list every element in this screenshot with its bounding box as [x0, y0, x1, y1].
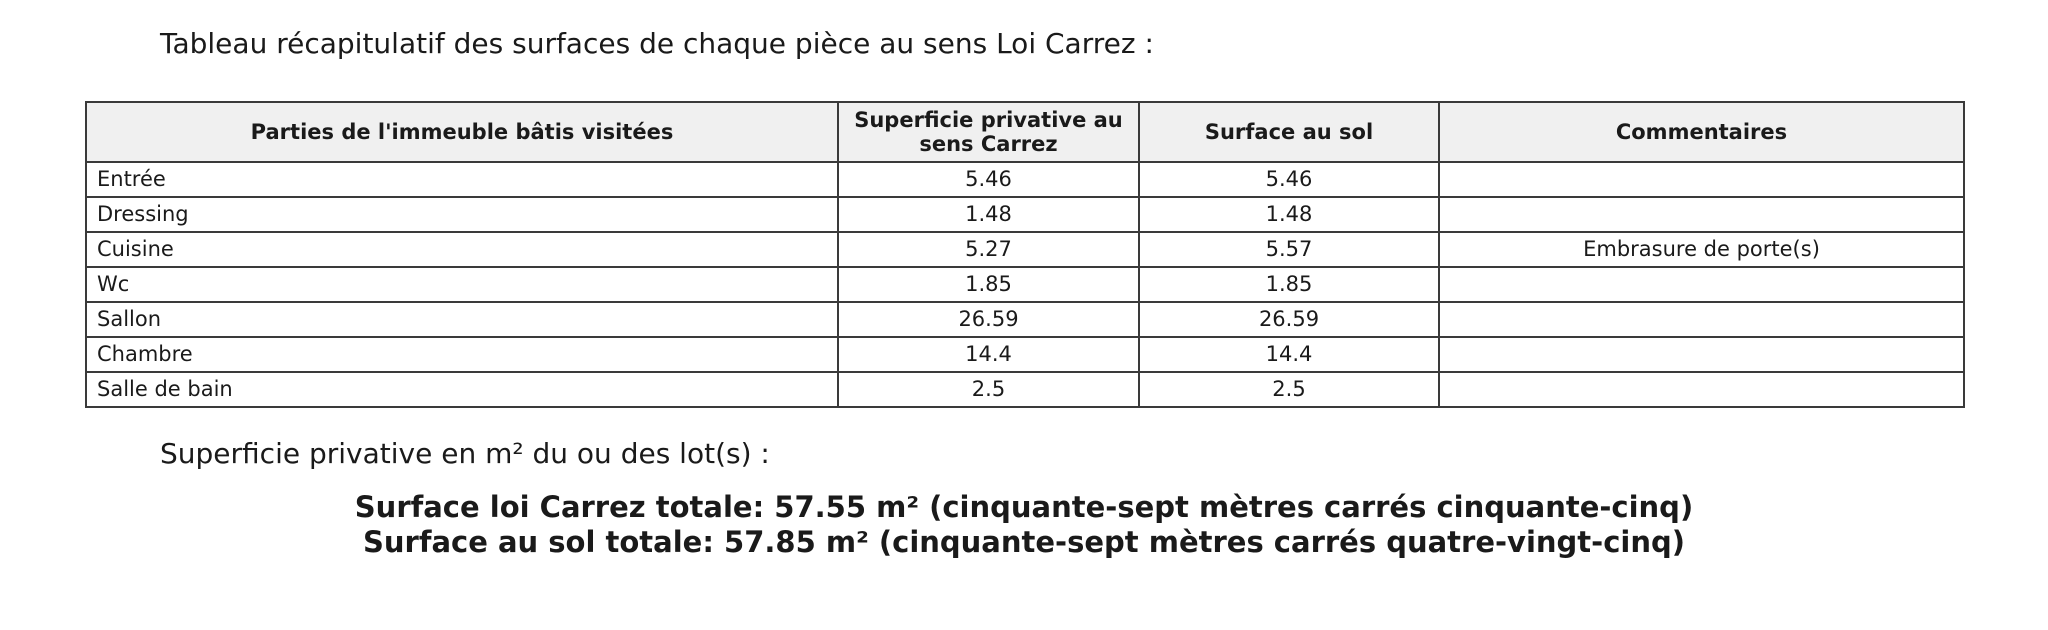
column-header-carrez [838, 102, 1139, 162]
table-header-row [86, 102, 1964, 162]
cell-carrez: 26.59 [838, 302, 1139, 337]
cell-part: Dressing [86, 197, 838, 232]
lot-surface-label: Superficie privative en m² du ou des lot(s) : [160, 437, 770, 470]
cell-floor: 26.59 [1139, 302, 1439, 337]
table-caption: Tableau récapitulatif des surfaces de chaque pièce au sens Loi Carrez : [160, 27, 1154, 60]
cell-floor: 5.46 [1139, 162, 1439, 197]
totals-block [0, 490, 2048, 560]
cell-part: Cuisine [86, 232, 838, 267]
table-row [86, 372, 1964, 407]
cell-carrez: 5.46 [838, 162, 1139, 197]
cell-comment [1439, 267, 1964, 302]
surfaces-table [85, 101, 1965, 408]
cell-comment [1439, 302, 1964, 337]
total-carrez-surface: Surface loi Carrez totale: 57.55 m² (cinquante-sept mètres carrés cinquante-cinq) [354, 490, 1694, 524]
cell-part: Wc [86, 267, 838, 302]
cell-floor: 14.4 [1139, 337, 1439, 372]
cell-comment [1439, 337, 1964, 372]
column-header-carrez-line1: Superficie privative au [854, 108, 1123, 132]
total-floor-surface: Surface au sol totale: 57.85 m² (cinquante-sept mètres carrés quatre-vingt-cinq) [363, 525, 1685, 559]
column-header-comment: Commentaires [1439, 102, 1964, 162]
cell-floor: 1.48 [1139, 197, 1439, 232]
table-row [86, 162, 1964, 197]
cell-part: Chambre [86, 337, 838, 372]
table-row [86, 337, 1964, 372]
cell-carrez: 5.27 [838, 232, 1139, 267]
cell-part: Salle de bain [86, 372, 838, 407]
cell-floor: 1.85 [1139, 267, 1439, 302]
column-header-carrez-line2: sens Carrez [919, 132, 1058, 156]
cell-carrez: 1.85 [838, 267, 1139, 302]
cell-floor: 2.5 [1139, 372, 1439, 407]
cell-comment: Embrasure de porte(s) [1439, 232, 1964, 267]
column-header-floor: Surface au sol [1139, 102, 1439, 162]
cell-part: Entrée [86, 162, 838, 197]
cell-carrez: 2.5 [838, 372, 1139, 407]
cell-comment [1439, 197, 1964, 232]
cell-carrez: 14.4 [838, 337, 1139, 372]
cell-comment [1439, 162, 1964, 197]
table-row [86, 267, 1964, 302]
column-header-part: Parties de l'immeuble bâtis visitées [86, 102, 838, 162]
table-row [86, 232, 1964, 267]
cell-part: Sallon [86, 302, 838, 337]
cell-carrez: 1.48 [838, 197, 1139, 232]
cell-floor: 5.57 [1139, 232, 1439, 267]
table-row [86, 302, 1964, 337]
cell-comment [1439, 372, 1964, 407]
table-row [86, 197, 1964, 232]
